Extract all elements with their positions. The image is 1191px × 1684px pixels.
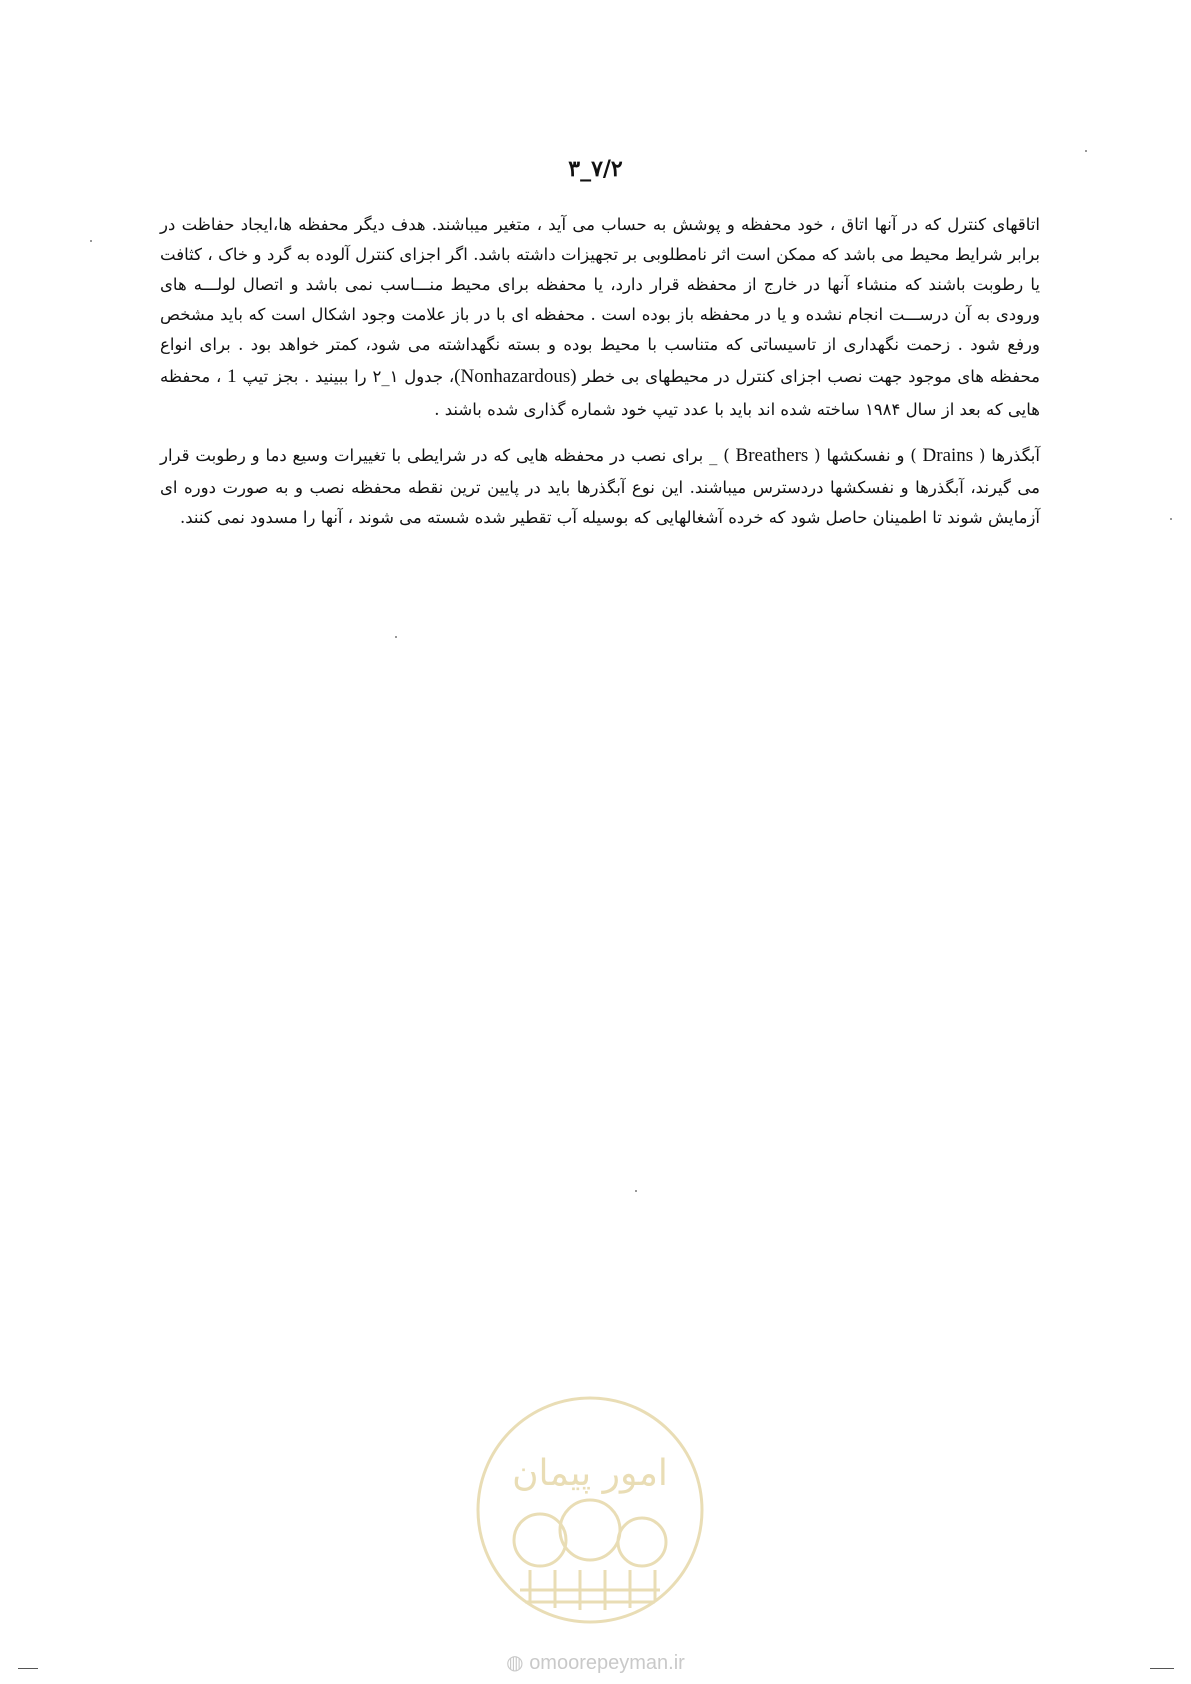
term-breathers: Breathers <box>735 444 809 466</box>
paragraph-text: اتاقهای کنترل که در آنها اتاق ، خود محفظه و پوشش به حساب می آید ، متغیر میباشند. هدف دیگر محفظه ها،ایجاد حفاظت در برابر شرایط محیط می باشد که ممکن است اثر نامطلوبی بر تجهیزات داشته باشد. اگر اجزای کنترل آلوده به گرد و خاک ، کثافت یا رطوبت باشند که منشاء آنها در خارج از محفظه قرار دارد، یا محفظه برای محیط منـــاسب نمی باشد و اتصال لولـــه های ورودی به آن درســـت انجام نشده و یا در محفظه باز بوده است . محفظه ای با در باز علامت وجود اشکال است که باید مشخص ورفع شود . زحمت نگهداری از تاسیساتی که متناسب با محیط بوده و بسته نگهداشته می شود، کمتر خواهد بود . برای انواع محفظه های موجود جهت نصب اجزای کنترل در محیطهای بی خطر <box>160 215 1040 387</box>
globe-icon: ◍ <box>506 1652 524 1674</box>
margin-mark <box>1150 1668 1174 1669</box>
margin-mark <box>18 1668 38 1669</box>
scan-speck <box>1170 518 1172 520</box>
document-body <box>160 210 1040 547</box>
paragraph-text: ، جدول ۱_۲ را ببینید . بجز تیپ <box>236 367 455 387</box>
scan-speck <box>1085 150 1087 152</box>
watermark-logo-text: امور پیمان <box>512 1453 668 1494</box>
watermark-logo <box>470 1390 710 1630</box>
paragraph-text: ، محفظه هایی که بعد از سال ۱۹۸۴ ساخته شده اند باید با عدد تیپ خود شماره گذاری شده باشند . <box>160 367 1040 419</box>
watermark-url-text: omoorepeyman.ir <box>529 1652 685 1674</box>
scan-speck <box>90 240 92 242</box>
paragraph-drains-breathers <box>160 439 1040 534</box>
scan-speck <box>395 636 397 638</box>
type-number: 1 <box>227 366 237 388</box>
page-number: ۷/۲_۳ <box>568 156 623 182</box>
paragraph-text: آبگذرها ( <box>973 445 1040 465</box>
seal-ring <box>478 1398 702 1622</box>
paragraph-text: ) _ برای نصب در محفظه هایی که در شرایطی با تغییرات وسیع دما و رطوبت قرار می گیرند، آبگذرها و نفسکشها دردسترس میباشند. این نوع آبگذرها باید در پایین ترین نقطه محفظه نصب و به صورت دوره ای آزمایش شوند تا اطمینان حاصل شود که خرده آشغالهایی که بوسیله آب تقطیر شده شسته می شوند ، آنها را مسدود نمی کنند. <box>160 445 1040 528</box>
paragraph-text: ) و نفسکشها ( <box>808 445 923 465</box>
watermark-url <box>0 1650 1191 1675</box>
paragraph-enclosures <box>160 210 1040 425</box>
scan-speck <box>635 1190 637 1192</box>
term-drains: Drains <box>922 444 974 466</box>
gear-seal-icon <box>514 1500 666 1610</box>
term-nonhazardous: (Nonhazardous) <box>454 366 577 388</box>
